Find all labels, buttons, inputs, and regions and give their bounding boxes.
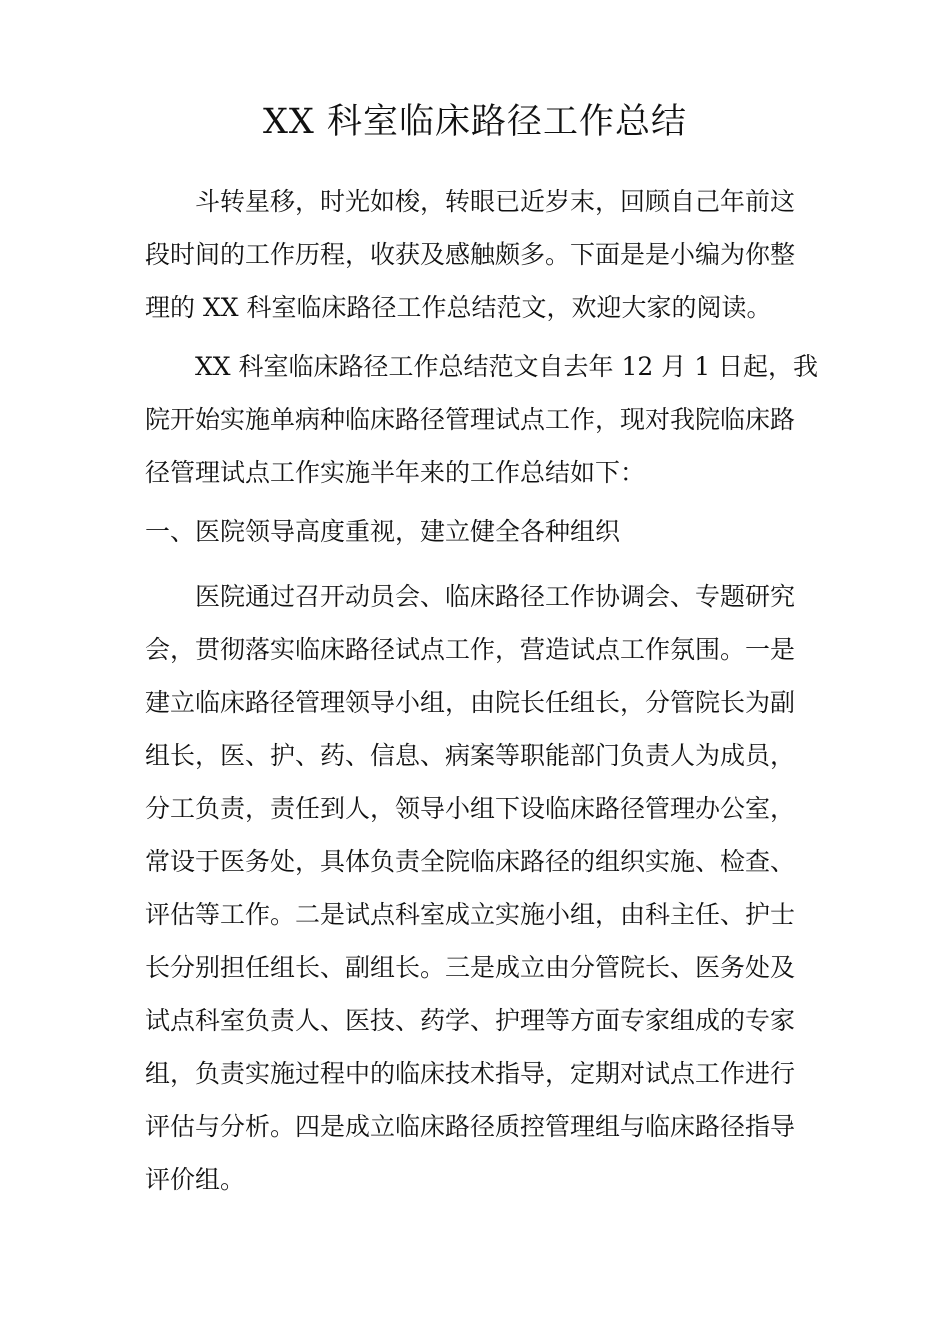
paragraph-line: 组，负责实施过程中的临床技术指导，定期对试点工作进行 (145, 1059, 796, 1088)
paragraph-line: 会，贯彻落实临床路径试点工作，营造试点工作氛围。一是 (145, 635, 796, 664)
section-heading (145, 505, 825, 558)
paragraph-line: 径管理试点工作实施半年来的工作总结如下： (145, 458, 646, 487)
document-title: XX 科室临床路径工作总结 (263, 102, 687, 142)
paragraph-line: 理的 XX 科室临床路径工作总结范文，欢迎大家的阅读。 (145, 293, 772, 322)
section-heading-text: 一、医院领导高度重视，建立健全各种组织 (145, 517, 621, 546)
paragraph-line: 组长，医、护、药、信息、病案等职能部门负责人为成员， (145, 741, 796, 770)
paragraph-line: 评估等工作。二是试点科室成立实施小组，由科主任、护士 (145, 900, 796, 929)
paragraph-line: 斗转星移，时光如梭，转眼已近岁末，回顾自己年前这 (195, 187, 796, 216)
paragraph-line: 常设于医务处，具体负责全院临床路径的组织实施、检查、 (145, 847, 796, 876)
section-body-paragraph (145, 570, 825, 1206)
paragraph-line: 医院通过召开动员会、临床路径工作协调会、专题研究 (195, 582, 796, 611)
paragraph-line: XX 科室临床路径工作总结范文自去年 12 月 1 日起，我 (195, 352, 819, 381)
paragraph-line: 建立临床路径管理领导小组，由院长任组长，分管院长为副 (145, 688, 796, 717)
paragraph-line: 评价组。 (145, 1165, 246, 1194)
paragraph-line: 院开始实施单病种临床路径管理试点工作，现对我院临床路 (145, 405, 796, 434)
paragraph-line: 段时间的工作历程，收获及感触颇多。下面是是小编为你整 (145, 240, 796, 269)
paragraph-line: 分工负责，责任到人，领导小组下设临床路径管理办公室， (145, 794, 796, 823)
paragraph-line: 长分别担任组长、副组长。三是成立由分管院长、医务处及 (145, 953, 796, 982)
paragraph-line: 试点科室负责人、医技、药学、护理等方面专家组成的专家 (145, 1006, 796, 1035)
intro-paragraph (145, 175, 825, 334)
opening-paragraph (145, 340, 825, 499)
paragraph-line: 评估与分析。四是成立临床路径质控管理组与临床路径指导 (145, 1112, 796, 1141)
